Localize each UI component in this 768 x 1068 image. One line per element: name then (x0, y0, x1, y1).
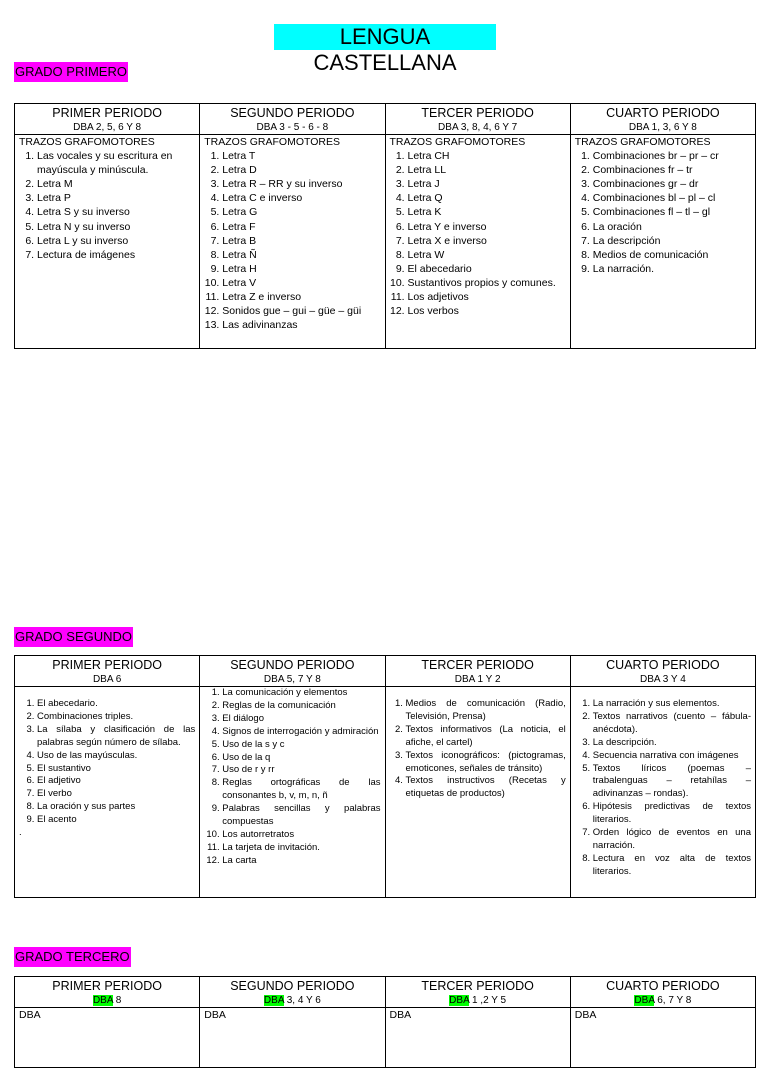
list-item: 7. Uso de r y rr (222, 764, 380, 777)
list-item: 6. Hipótesis predictivas de textos literarios. (593, 801, 751, 827)
period-header: CUARTO PERIODO DBA 1, 3, 6 Y 8 (570, 104, 755, 135)
list-item: 3. Textos iconográficos: (pictogramas, emoticones, señales de tránsito) (406, 750, 566, 776)
period-content (570, 687, 755, 898)
list-item: 10. Letra V (222, 276, 380, 290)
list-item: 5. El sustantivo (37, 763, 195, 776)
period-header: PRIMER PERIODO DBA 6 (15, 656, 200, 687)
list-item: 7. La descripción (593, 234, 751, 248)
grade-primero-table (14, 103, 756, 349)
list-item: 6. La oración (593, 220, 751, 234)
list-item: 8. Medios de comunicación (593, 248, 751, 262)
page-title: LENGUA CASTELLANA (274, 24, 496, 50)
list-item: 4. Uso de las mayúsculas. (37, 750, 195, 763)
list-item: 11. Los adjetivos (408, 290, 566, 304)
list-item: 3. Letra J (408, 177, 566, 191)
list-item: 6. Uso de la q (222, 752, 380, 765)
list-item: 1. La comunicación y elementos (222, 687, 380, 700)
grade-primero-label: GRADO PRIMERO (14, 62, 128, 82)
period-header: SEGUNDO PERIODO DBA 3 - 5 - 6 - 8 (200, 104, 385, 135)
list-item: 2. Textos narrativos (cuento – fábula- anécdota). (593, 711, 751, 737)
list-item: 4. Letra Q (408, 191, 566, 205)
period-content (200, 687, 385, 898)
list-item: 7. Lectura de imágenes (37, 248, 195, 262)
list-item: 1. Letra T (222, 149, 380, 163)
period-header: SEGUNDO PERIODO DBA 5, 7 Y 8 (200, 656, 385, 687)
period-header: SEGUNDO PERIODO DBA 3, 4 Y 6 (200, 977, 385, 1008)
list-item: 8. Reglas ortográficas de las consonantes b, v, m, n, ñ (222, 777, 380, 803)
list-item: 5. Letra N y su inverso (37, 220, 195, 234)
list-item: 2. Combinaciones fr – tr (593, 163, 751, 177)
list-item: 8. Lectura en voz alta de textos literarios. (593, 853, 751, 879)
period-content (385, 687, 570, 898)
list-item: 1. Combinaciones br – pr – cr (593, 149, 751, 163)
list-item: 9. El abecedario (408, 262, 566, 276)
list-item: 1. La narración y sus elementos. (593, 698, 751, 711)
list-item: 7. Letra X e inverso (408, 234, 566, 248)
list-item: 13. Las adivinanzas (222, 318, 380, 332)
list-item: 3. Combinaciones gr – dr (593, 177, 751, 191)
list-item: 3. Letra P (37, 191, 195, 205)
list-item: 6. Letra F (222, 220, 380, 234)
list-item: 4. Letra C e inverso (222, 191, 380, 205)
grade-segundo-table (14, 655, 756, 898)
grade-segundo-label: GRADO SEGUNDO (14, 627, 133, 647)
list-item: 4. Secuencia narrativa con imágenes (593, 750, 751, 763)
list-item: 5. Uso de la s y c (222, 739, 380, 752)
list-item: 1. Letra CH (408, 149, 566, 163)
list-item: 1. Medios de comunicación (Radio, Televisión, Prensa) (406, 698, 566, 724)
period-content: DBA (570, 1008, 755, 1068)
period-header: TERCER PERIODO DBA 1 Y 2 (385, 656, 570, 687)
list-item: 11. Letra Z e inverso (222, 290, 380, 304)
period-content: TRAZOS GRAFOMOTORES 1. Combinaciones br – pr – cr 2. Combinaciones fr – tr 3. Combinaciones gr – dr 4. Combinaciones bl – pl – cl 5. Combinaciones fl – tl – gl 6. La oración 7. La descripción 8. Medios de comunicación 9. La narración. (570, 135, 755, 349)
list-item: 4. Textos instructivos (Recetas y etiquetas de productos) (406, 775, 566, 801)
list-item: 5. Textos líricos (poemas – trabalenguas – retahílas – adivinanzas – rondas). (593, 763, 751, 802)
list-item: 12. La carta (222, 855, 380, 868)
period-content: TRAZOS GRAFOMOTORES 1. Letra T 2. Letra D 3. Letra R – RR y su inverso 4. Letra C e inverso 5. Letra G 6. Letra F 7. Letra B 8. Letra Ñ 9. Letra H 10. Letra V 11. Letra Z e inverso 12. Sonidos gue – gui – güe – güi 13. Las adivinanzas (200, 135, 385, 349)
list-item: 9. Letra H (222, 262, 380, 276)
period-header: PRIMER PERIODO DBA 8 (15, 977, 200, 1008)
list-item: 3. Letra R – RR y su inverso (222, 177, 380, 191)
period-content: 1. El abecedario. 2. Combinaciones triples. 3. La sílaba y clasificación de las palabras según número de sílaba. 4. Uso de las mayúsculas. 5. El sustantivo 6. El adjetivo 7. El verbo 8. La oración y sus partes 9. El acento . (15, 687, 200, 898)
period-content: TRAZOS GRAFOMOTORES 1. Las vocales y su escritura en mayúscula y minúscula. 2. Letra M 3. Letra P 4. Letra S y su inverso 5. Letra N y su inverso 6. Letra L y su inverso 7. Lectura de imágenes (15, 135, 200, 349)
list-item: 9. La narración. (593, 262, 751, 276)
list-item: 2. Combinaciones triples. (37, 711, 195, 724)
list-item: 10. Los autorretratos (222, 829, 380, 842)
list-item: 5. Combinaciones fl – tl – gl (593, 205, 751, 219)
period-content: TRAZOS GRAFOMOTORES 1. Letra CH 2. Letra LL 3. Letra J 4. Letra Q 5. Letra K 6. Letra Y e inverso 7. Letra X e inverso 8. Letra W 9. El abecedario 10. Sustantivos propios y comunes. 11. Los adjetivos 12. Los verbos (385, 135, 570, 349)
list-item: 2. Textos informativos (La noticia, el afiche, el cartel) (406, 724, 566, 750)
period-header: CUARTO PERIODO DBA 3 Y 4 (570, 656, 755, 687)
list-item: 2. Letra M (37, 177, 195, 191)
list-item: 5. Letra G (222, 205, 380, 219)
list-item: 6. Letra Y e inverso (408, 220, 566, 234)
period-header: TERCER PERIODO DBA 1 ,2 Y 5 (385, 977, 570, 1008)
list-item: 8. Letra Ñ (222, 248, 380, 262)
list-item: 12. Sonidos gue – gui – güe – güi (222, 304, 380, 318)
list-item: 7. Letra B (222, 234, 380, 248)
list-item: 7. Orden lógico de eventos en una narración. (593, 827, 751, 853)
list-item: 4. Combinaciones bl – pl – cl (593, 191, 751, 205)
list-item: 3. La sílaba y clasificación de las palabras según número de sílaba. (37, 724, 195, 750)
list-item: 6. El adjetivo (37, 775, 195, 788)
list-item: 3. El diálogo (222, 713, 380, 726)
list-item: 1. El abecedario. (37, 698, 195, 711)
list-item: 9. El acento (37, 814, 195, 827)
list-item: 2. Letra LL (408, 163, 566, 177)
list-item: 2. Letra D (222, 163, 380, 177)
period-header: CUARTO PERIODO DBA 6, 7 Y 8 (570, 977, 755, 1008)
list-item: 6. Letra L y su inverso (37, 234, 195, 248)
period-content: DBA (15, 1008, 200, 1068)
list-item: 4. Signos de interrogación y admiración (222, 726, 380, 739)
list-item: 1. Las vocales y su escritura en mayúscula y minúscula. (37, 149, 195, 177)
grade-tercero-table (14, 976, 756, 1068)
period-content: DBA (385, 1008, 570, 1068)
list-item: 12. Los verbos (408, 304, 566, 318)
list-item: 8. Letra W (408, 248, 566, 262)
list-item: 9. Palabras sencillas y palabras compuestas (222, 803, 380, 829)
period-content: DBA (200, 1008, 385, 1068)
list-item: 7. El verbo (37, 788, 195, 801)
list-item: 8. La oración y sus partes (37, 801, 195, 814)
list-item: 5. Letra K (408, 205, 566, 219)
period-header: TERCER PERIODO DBA 3, 8, 4, 6 Y 7 (385, 104, 570, 135)
list-item: 4. Letra S y su inverso (37, 205, 195, 219)
list-item: 3. La descripción. (593, 737, 751, 750)
list-item: 10. Sustantivos propios y comunes. (408, 276, 566, 290)
list-item: 11. La tarjeta de invitación. (222, 842, 380, 855)
list-item: 2. Reglas de la comunicación (222, 700, 380, 713)
period-header: PRIMER PERIODO DBA 2, 5, 6 Y 8 (15, 104, 200, 135)
grade-tercero-label: GRADO TERCERO (14, 947, 131, 967)
